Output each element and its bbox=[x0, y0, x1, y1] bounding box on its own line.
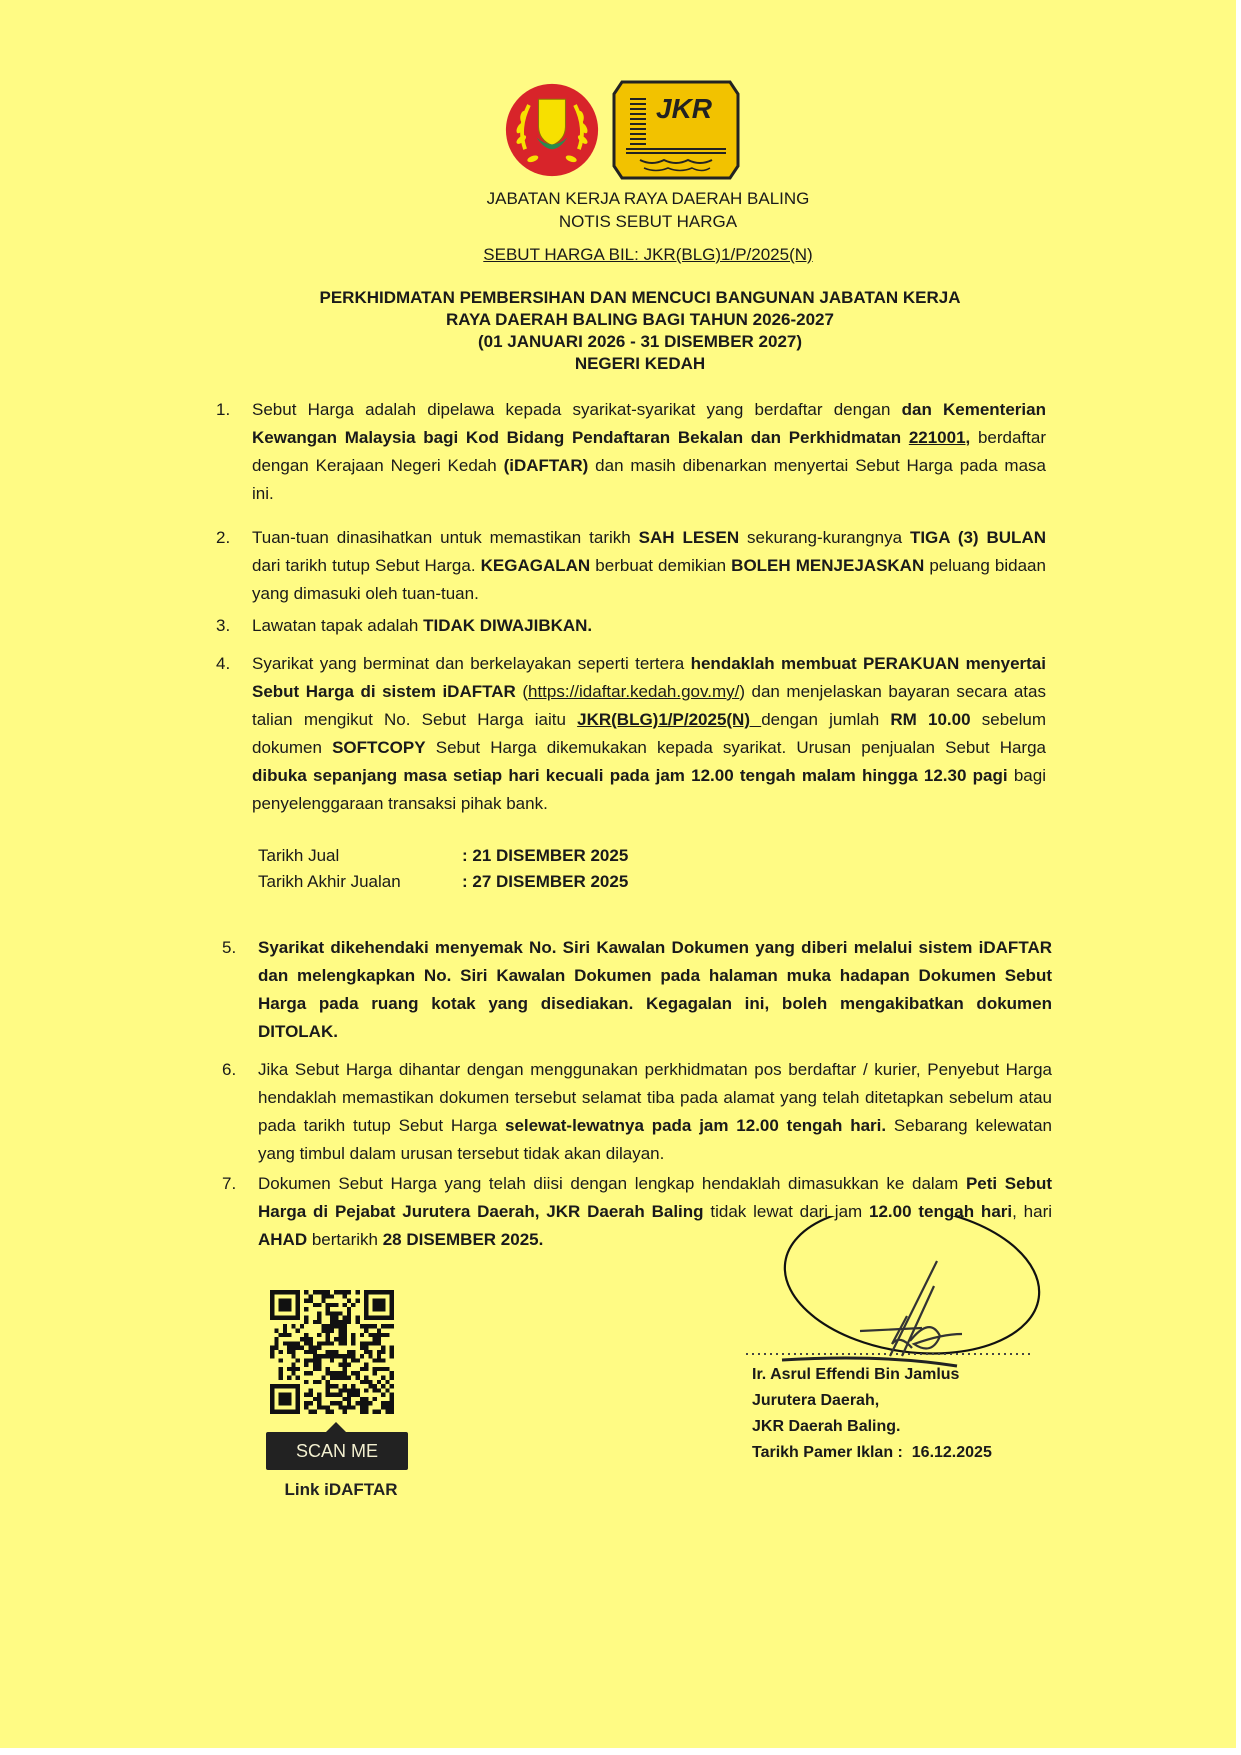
bold-span: Peti Sebut Harga di Pejabat Jurutera Daerah, JKR Daerah Baling bbox=[258, 1174, 1052, 1221]
end-date-row bbox=[258, 869, 628, 895]
bold-span: RM 10.00 bbox=[890, 710, 971, 729]
item-number: 4. bbox=[216, 654, 231, 673]
bold-span: TIDAK DIWAJIBKAN. bbox=[423, 616, 593, 635]
end-date-label: Tarikh Akhir Jualan bbox=[258, 872, 401, 891]
bold-span: TIGA (3) BULAN bbox=[909, 528, 1046, 547]
bold-span: BOLEH MENJEJASKAN bbox=[731, 556, 925, 575]
ad-date-row bbox=[752, 1440, 992, 1466]
text-span: Tuan-tuan dinasihatkan untuk memastikan tarikh bbox=[252, 528, 639, 547]
text-span: Lawatan tapak adalah bbox=[252, 616, 424, 635]
end-date-value: : 27 DISEMBER 2025 bbox=[462, 872, 629, 891]
text-span: ) dan menjelaskan bayaran secara atas talian mengikut No. Sebut Harga iaitu bbox=[252, 682, 1046, 729]
title-line-3: (01 JANUARI 2026 - 31 DISEMBER 2027) bbox=[477, 332, 803, 351]
item-number: 1. bbox=[216, 400, 231, 419]
item-number: 7. bbox=[222, 1174, 237, 1193]
text-span: bertarikh bbox=[307, 1230, 383, 1249]
item-text bbox=[258, 1056, 1052, 1168]
item-text bbox=[252, 650, 1046, 818]
logo-row bbox=[504, 78, 740, 182]
text-span: Sebut Harga adalah dipelawa kepada syarikat-syarikat yang berdaftar dengan bbox=[252, 400, 902, 419]
jkr-logo-text: JKR bbox=[656, 93, 713, 124]
idaftar-link[interactable]: https://idaftar.kedah.gov.my/ bbox=[527, 682, 740, 701]
bold-span: SAH LESEN bbox=[638, 528, 740, 547]
reference-number: SEBUT HARGA BIL: JKR(BLG)1/P/2025(N) bbox=[483, 245, 813, 264]
item-number: 3. bbox=[216, 616, 231, 635]
bold-span: dibuka sepanjang masa setiap hari kecuali pada jam 12.00 tengah malam hingga 12.30 pagi bbox=[252, 766, 1008, 785]
bold-span: selewat-lewatnya pada jam 12.00 tengah hari. bbox=[505, 1116, 887, 1135]
bold-span: hendaklah membuat PERAKUAN menyertai Sebut Harga di sistem iDAFTAR bbox=[252, 654, 1046, 701]
text-span: dengan jumlah bbox=[761, 710, 891, 729]
list-item bbox=[216, 612, 1046, 640]
bold-span: KEGAGALAN bbox=[480, 556, 591, 575]
text-span: dari tarikh tutup Sebut Harga. bbox=[252, 556, 481, 575]
text-span: Jika Sebut Harga dihantar dengan menggunakan perkhidmatan pos berdaftar / kurier, Penyebut Harga hendaklah memastikan dokumen tersebut selamat tiba pada alamat yang telah ditetapkan sebelum atau pada tarikh tutup Sebut Harga bbox=[258, 1060, 1052, 1135]
text-span: sebelum dokumen bbox=[252, 710, 1046, 757]
signatory-details bbox=[752, 1362, 992, 1466]
item-number: 2. bbox=[216, 528, 231, 547]
qr-code-icon[interactable] bbox=[270, 1290, 394, 1414]
item-number: 6. bbox=[222, 1060, 237, 1079]
item-text bbox=[252, 396, 1046, 508]
bold-span: SOFTCOPY bbox=[332, 738, 426, 757]
text-span: berdaftar dengan Kerajaan Negeri Kedah bbox=[252, 428, 1046, 475]
text-span: Syarikat dikehendaki menyemak No. Siri Kawalan Dokumen yang diberi melalui sistem iDAFTAR dan melengkapkan No. Siri Kawalan Dokumen pada halaman muka hadapan Dokumen Sebut Harga pada ruang kotak yang disediakan. Kegagalan ini, boleh mengakibatkan dokumen bbox=[258, 938, 1052, 1013]
notice-type: NOTIS SEBUT HARGA bbox=[558, 212, 738, 231]
ad-date-value: 16.12.2025 bbox=[911, 1444, 992, 1461]
item-text bbox=[258, 934, 1052, 1046]
text-span: bagi penyelenggaraan transaksi pihak bank. bbox=[252, 766, 1046, 813]
bold-span: (iDAFTAR) bbox=[503, 456, 589, 475]
signatory-name: Ir. Asrul Effendi Bin Jamlus bbox=[752, 1366, 960, 1383]
title-line-1: PERKHIDMATAN PEMBERSIHAN DAN MENCUCI BANGUNAN JABATAN KERJA bbox=[319, 288, 961, 307]
text-span: berbuat demikian bbox=[590, 556, 732, 575]
item-text bbox=[252, 612, 1046, 640]
text-span: Syarikat yang berminat dan berkelayakan seperti tertera bbox=[252, 654, 691, 673]
bold-span: dan Kementerian Kewangan Malaysia bagi Kod Bidang Pendaftaran Bekalan dan Perkhidmatan bbox=[252, 400, 1046, 447]
title-line-4: NEGERI KEDAH bbox=[574, 354, 706, 373]
sale-dates bbox=[258, 843, 628, 895]
text-span: sekurang-kurangnya bbox=[739, 528, 910, 547]
item-number: 5. bbox=[222, 938, 237, 957]
department-name: JABATAN KERJA RAYA DAERAH BALING bbox=[486, 189, 810, 208]
bold-span: AHAD bbox=[258, 1230, 308, 1249]
text-span: , hari bbox=[1012, 1202, 1053, 1221]
bold-span: 28 DISEMBER 2025. bbox=[382, 1230, 544, 1249]
text-span: Sebarang kelewatan yang timbul dalam urusan tersebut tidak akan dilayan. bbox=[258, 1116, 1052, 1163]
signatory-office: JKR Daerah Baling. bbox=[752, 1418, 901, 1435]
text-span: dan masih dibenarkan menyertai Sebut Harga pada masa ini. bbox=[252, 456, 1047, 503]
text-span: Sebut Harga dikemukakan kepada syarikat. Urusan penjualan Sebut Harga bbox=[425, 738, 1046, 757]
reference-inline: JKR(BLG)1/P/2025(N) bbox=[577, 710, 762, 729]
sale-date-label: Tarikh Jual bbox=[258, 846, 340, 865]
qr-code-block bbox=[266, 1290, 416, 1500]
scan-me-button[interactable]: SCAN ME bbox=[266, 1432, 408, 1470]
text-span: ( bbox=[515, 682, 528, 701]
notice-title bbox=[250, 287, 1030, 375]
list-item bbox=[216, 396, 1046, 508]
list-item bbox=[222, 934, 1052, 1046]
text-span: tidak lewat dari jam bbox=[703, 1202, 870, 1221]
ad-date-label: Tarikh Pamer Iklan : bbox=[752, 1444, 903, 1461]
jkr-logo-icon bbox=[612, 78, 740, 182]
kedah-state-crest-icon bbox=[504, 82, 600, 178]
list-item bbox=[222, 1056, 1052, 1168]
bidang-code: 221001, bbox=[908, 428, 971, 447]
text-span: peluang bidaan yang dimasuki oleh tuan-tuan. bbox=[252, 556, 1046, 603]
item-text bbox=[252, 524, 1046, 608]
signatory-position: Jurutera Daerah, bbox=[752, 1392, 880, 1409]
signature-block bbox=[742, 1236, 1072, 1476]
list-item bbox=[216, 524, 1046, 608]
bold-span: DITOLAK. bbox=[258, 1022, 338, 1041]
bold-span: 12.00 tengah hari bbox=[869, 1202, 1013, 1221]
title-line-2: RAYA DAERAH BALING BAGI TAHUN 2026-2027 bbox=[446, 310, 834, 329]
qr-caption: Link iDAFTAR bbox=[284, 1480, 398, 1499]
text-span: Dokumen Sebut Harga yang telah diisi dengan lengkap hendaklah dimasukkan ke dalam bbox=[258, 1174, 966, 1193]
sale-date-row bbox=[258, 843, 628, 869]
list-item bbox=[216, 650, 1046, 818]
sale-date-value: : 21 DISEMBER 2025 bbox=[462, 846, 629, 865]
